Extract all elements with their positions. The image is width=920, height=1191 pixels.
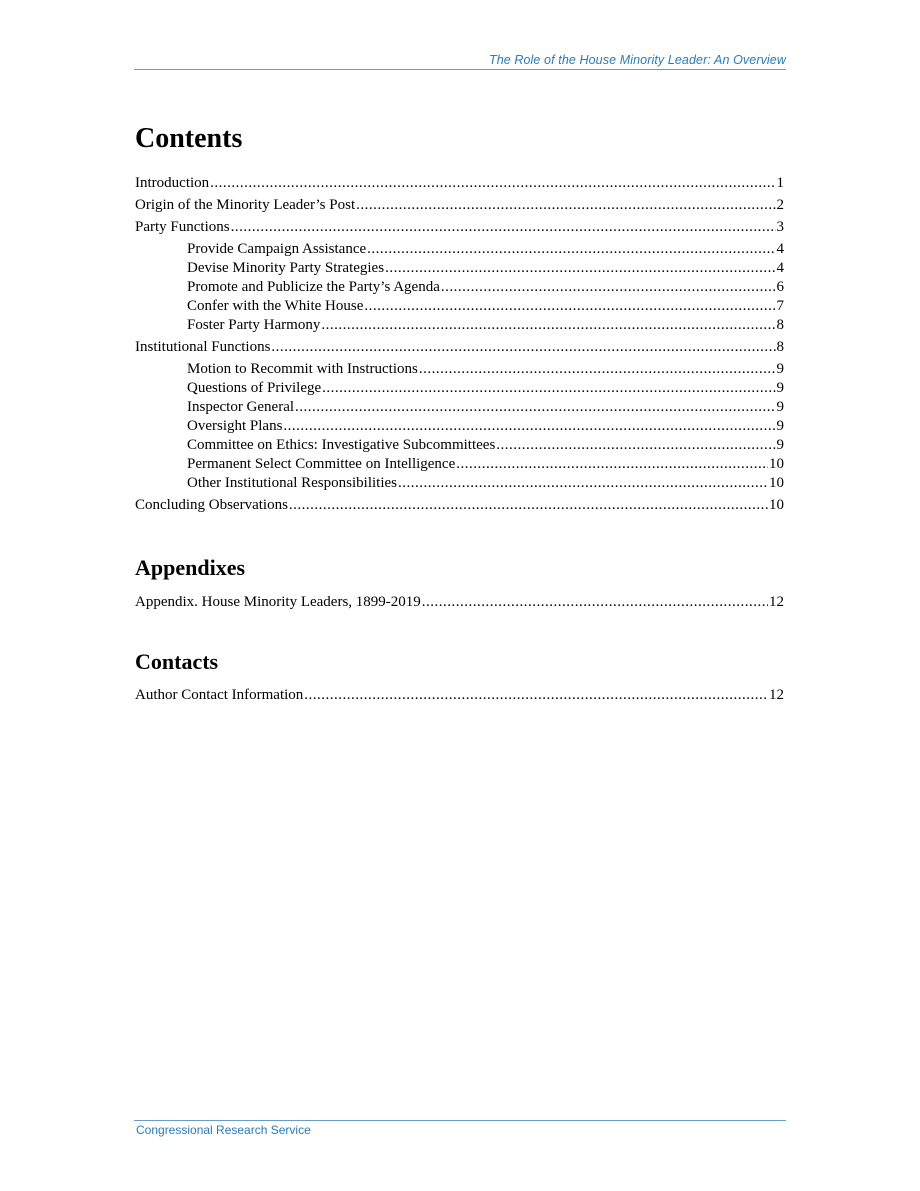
toc-entry-title: Permanent Select Committee on Intelligence: [187, 456, 456, 472]
footer-rule: [134, 1120, 786, 1121]
toc-entry-title: Confer with the White House: [187, 298, 364, 314]
toc-entry-intelligence-committee[interactable]: [135, 455, 784, 474]
header-rule: [134, 69, 786, 70]
running-footer: Congressional Research Service: [136, 1123, 311, 1137]
toc-entry-title: Party Functions: [135, 219, 230, 235]
toc-entry-title: Other Institutional Responsibilities: [187, 475, 397, 491]
toc-entry-title: Appendix. House Minority Leaders, 1899-2019: [135, 594, 421, 610]
toc-entry-title: Author Contact Information: [135, 687, 304, 703]
dot-leader: [398, 474, 768, 493]
toc-entry-title: Origin of the Minority Leader’s Post: [135, 197, 356, 213]
toc-entry-agenda[interactable]: [135, 278, 784, 297]
contents-list: [135, 174, 784, 515]
toc-entry-questions-of-privilege[interactable]: [135, 379, 784, 398]
toc-entry-title: Oversight Plans: [187, 418, 283, 434]
appendixes-heading: Appendixes: [135, 555, 246, 580]
dot-leader: [441, 278, 776, 297]
dot-leader: [295, 398, 775, 417]
toc-entry-inspector-general[interactable]: [135, 398, 784, 417]
toc-entry-title: Promote and Publicize the Party’s Agenda: [187, 279, 440, 295]
toc-entry-page: 1: [776, 175, 784, 191]
dot-leader: [321, 316, 775, 335]
toc-entry-page: 9: [776, 437, 784, 453]
toc-entry-title: Concluding Observations: [135, 497, 288, 513]
toc-entry-page: 9: [776, 399, 784, 415]
contacts-list: [135, 686, 784, 705]
toc-entry-title: Provide Campaign Assistance: [187, 241, 367, 257]
toc-entry-page: 10: [769, 475, 784, 491]
toc-entry-ethics-subcommittees[interactable]: [135, 436, 784, 455]
dot-leader: [289, 496, 768, 515]
toc-entry-page: 7: [776, 298, 784, 314]
toc-entry-other-responsibilities[interactable]: [135, 474, 784, 493]
toc-entry-page: 12: [769, 687, 784, 703]
toc-entry-title: Motion to Recommit with Instructions: [187, 361, 418, 377]
dot-leader: [422, 593, 768, 612]
dot-leader: [271, 338, 775, 357]
toc-entry-page: 9: [776, 380, 784, 396]
toc-entry-concluding-observations[interactable]: [135, 496, 784, 515]
toc-entry-strategies[interactable]: [135, 259, 784, 278]
toc-entry-page: 2: [776, 197, 784, 213]
dot-leader: [385, 259, 775, 278]
toc-entry-page: 10: [769, 456, 784, 472]
dot-leader: [304, 686, 768, 705]
dot-leader: [322, 379, 775, 398]
dot-leader: [283, 417, 775, 436]
toc-entry-institutional-functions[interactable]: [135, 338, 784, 357]
contents-heading: Contents: [135, 123, 243, 154]
toc-entry-campaign-assistance[interactable]: [135, 240, 784, 259]
dot-leader: [367, 240, 775, 259]
dot-leader: [419, 360, 776, 379]
toc-entry-title: Committee on Ethics: Investigative Subcommittees: [187, 437, 496, 453]
toc-entry-party-functions[interactable]: [135, 218, 784, 237]
dot-leader: [231, 218, 776, 237]
dot-leader: [496, 436, 775, 455]
toc-entry-page: 9: [776, 418, 784, 434]
toc-entry-page: 12: [769, 594, 784, 610]
toc-entry-page: 8: [776, 339, 784, 355]
dot-leader: [364, 297, 775, 316]
toc-entry-appendix-minority-leaders[interactable]: [135, 593, 784, 612]
toc-entry-title: Inspector General: [187, 399, 295, 415]
toc-entry-author-contact[interactable]: [135, 686, 784, 705]
toc-entry-page: 4: [776, 241, 784, 257]
toc-entry-introduction[interactable]: [135, 174, 784, 193]
toc-entry-page: 10: [769, 497, 784, 513]
dot-leader: [356, 196, 775, 215]
dot-leader: [456, 455, 768, 474]
appendixes-list: [135, 593, 784, 612]
toc-entry-title: Foster Party Harmony: [187, 317, 321, 333]
toc-entry-oversight-plans[interactable]: [135, 417, 784, 436]
contacts-heading: Contacts: [135, 649, 219, 674]
toc-entry-title: Introduction: [135, 175, 210, 191]
running-header: The Role of the House Minority Leader: An Overview: [488, 53, 786, 67]
toc-entry-page: 9: [776, 361, 784, 377]
toc-entry-motion-to-recommit[interactable]: [135, 360, 784, 379]
toc-entry-title: Devise Minority Party Strategies: [187, 260, 385, 276]
toc-entry-page: 3: [776, 219, 784, 235]
toc-entry-party-harmony[interactable]: [135, 316, 784, 335]
toc-entry-page: 8: [776, 317, 784, 333]
toc-entry-white-house[interactable]: [135, 297, 784, 316]
toc-entry-title: Institutional Functions: [135, 339, 271, 355]
toc-entry-title: Questions of Privilege: [187, 380, 322, 396]
toc-entry-origin[interactable]: [135, 196, 784, 215]
toc-entry-page: 6: [776, 279, 784, 295]
dot-leader: [210, 174, 775, 193]
toc-entry-page: 4: [776, 260, 784, 276]
